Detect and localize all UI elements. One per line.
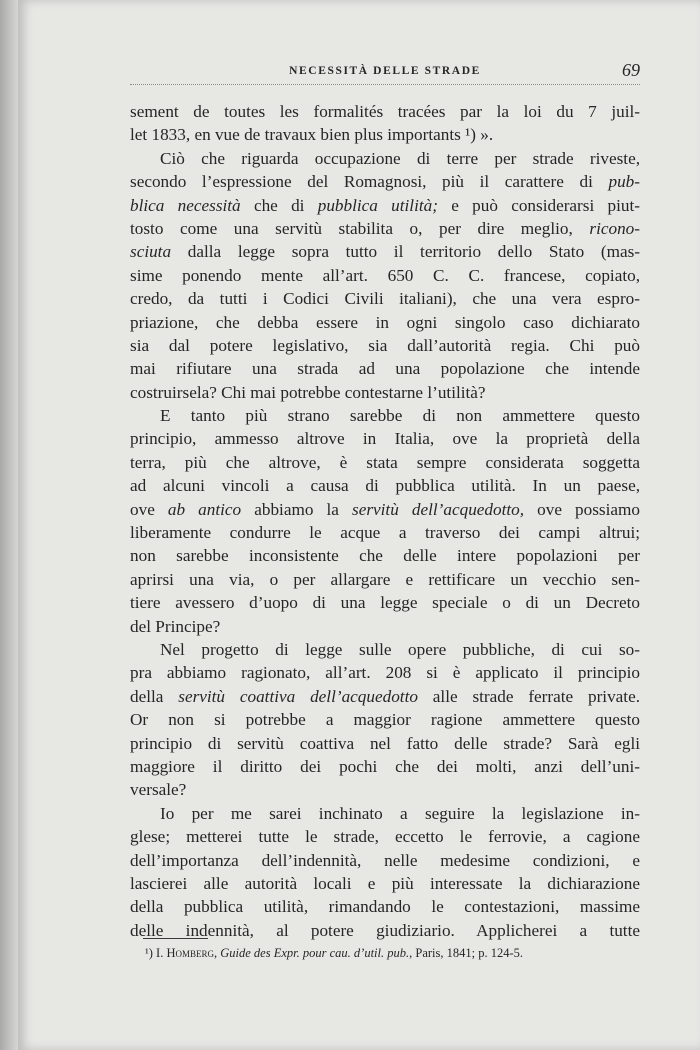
- text-line: costruirsela? Chi mai potrebbe contestarne l’utilità?: [130, 382, 486, 402]
- footnote-rest: , Paris, 1841; p. 124-5.: [409, 946, 524, 960]
- text-line: ove ab antico abbiamo la servitù dell’acquedotto, ove possiamo: [130, 499, 640, 519]
- text-line: tiere avessero d’uopo di una legge speciale o di un Decreto: [130, 593, 640, 613]
- text-line: secondo l’espressione del Romagnosi, più il carattere di pub-: [130, 172, 640, 192]
- text-line: glese; metterei tutte le strade, eccetto le ferrovie, a cagione: [130, 827, 640, 847]
- text-line: let 1833, en vue de travaux bien plus importants ¹) ».: [130, 125, 494, 145]
- running-title: NECESSITÀ DELLE STRADE: [289, 65, 481, 77]
- text-line: liberamente condurre le acque a traverso dei campi altrui;: [130, 523, 640, 543]
- text-line: della pubblica utilità, rimandando le contestazioni, massime: [130, 897, 640, 917]
- text-line: sement de toutes les formalités tracées par la loi du 7 juil-: [130, 102, 640, 121]
- text-line: priazione, che debba essere in ogni singolo caso dichiarato: [130, 312, 640, 332]
- text-line: ad alcuni vincoli a causa di pubblica utilità. In un paese,: [130, 476, 640, 496]
- text-line: Or non si potrebbe a maggior ragione ammettere questo: [130, 710, 640, 730]
- text-line: blica necessità che di pubblica utilità; e può considerarsi piut-: [130, 195, 640, 215]
- text-line: Nel progetto di legge sulle opere pubbliche, di cui so-: [160, 639, 640, 659]
- text-line: terra, più che altrove, è stata sempre considerata soggetta: [130, 452, 640, 472]
- text-line: lascierei alle autorità locali e più interessate la dichiarazione: [130, 873, 640, 893]
- text-line: versale?: [130, 780, 187, 800]
- text-line: non sarebbe inconsistente che delle intere popolazioni per: [130, 546, 640, 566]
- footnote: [145, 946, 655, 961]
- text-line: principio, ammesso altrove in Italia, ove la proprietà della: [130, 429, 640, 449]
- text-line: Ciò che riguarda occupazione di terre per strade riveste,: [160, 148, 640, 168]
- footnote-marker: ¹): [145, 946, 153, 960]
- book-gutter-shadow: [0, 0, 18, 1050]
- text-line: sime ponendo mente all’art. 650 C. C. francese, copiato,: [130, 265, 640, 285]
- footnote-rule: [143, 938, 208, 939]
- text-line: mai rifiutare una strada ad una popolazione che intende: [130, 359, 640, 379]
- text-line: della servitù coattiva dell’acquedotto alle strade ferrate private.: [130, 686, 641, 706]
- page-header: [130, 62, 640, 85]
- footnote-title: Guide des Expr. pour cau. d’util. pub.: [220, 946, 410, 960]
- text-line: del Principe?: [130, 616, 221, 636]
- text-line: maggiore il diritto dei pochi che dei molti, anzi dell’uni-: [130, 756, 640, 776]
- text-line: delle indennità, al potere giudiziario. Applicherei a tutte: [130, 920, 640, 940]
- text-line: credo, da tutti i Codici Civili italiani), che una vera espro-: [130, 289, 640, 309]
- text-line: E tanto più strano sarebbe di non ammettere questo: [160, 406, 640, 426]
- text-line: sia dal potere legislativo, sia dall’autorità regia. Chi può: [130, 335, 640, 355]
- text-line: pra abbiamo ragionato, all’art. 208 si è applicato il principio: [130, 663, 640, 683]
- text-line: principio di servitù coattiva nel fatto delle strade? Sarà egli: [130, 733, 640, 753]
- text-line: sciuta dalla legge sopra tutto il territorio dello Stato (mas-: [130, 242, 640, 262]
- text-line: aprirsi una via, o per allargare e rettificare un vecchio sen-: [130, 569, 640, 589]
- text-line: dell’importanza dell’indennità, nelle medesime condizioni, e: [130, 850, 640, 870]
- text-line: tosto come una servitù stabilita o, per dire meglio, ricono-: [130, 218, 640, 238]
- footnote-author: I. Homberg,: [156, 946, 218, 960]
- text-line: Io per me sarei inchinato a seguire la legislazione in-: [160, 803, 640, 823]
- body-text: [130, 100, 640, 942]
- page-number: 69: [622, 60, 640, 80]
